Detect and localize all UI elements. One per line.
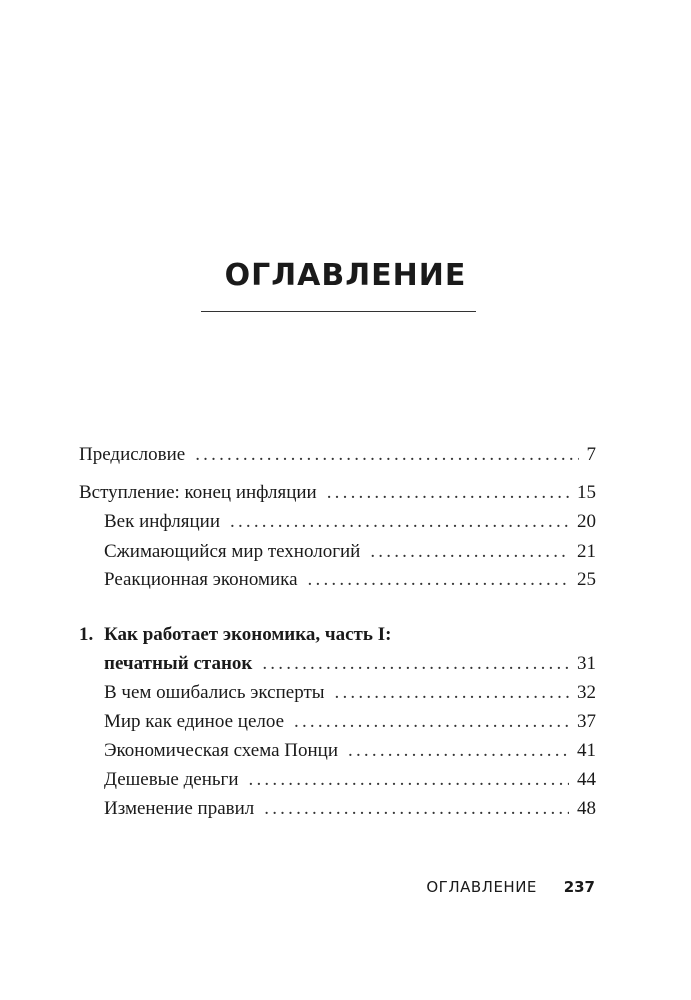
toc-entry-label: Реакционная экономика <box>104 569 298 590</box>
toc-entry-page: 31 <box>577 653 596 674</box>
dot-leader <box>348 740 569 762</box>
chapter-number: 1. <box>79 624 94 645</box>
toc-entry-introduction[interactable] <box>79 482 596 512</box>
toc-entry-label: Век инфляции <box>104 511 220 532</box>
chapter-title: Как работает экономика, часть I: <box>104 624 392 645</box>
dot-leader <box>264 798 569 820</box>
toc-entry-section[interactable] <box>104 511 596 541</box>
dot-leader <box>262 653 569 675</box>
toc-chapter-title-line[interactable] <box>79 624 596 654</box>
heading-divider <box>201 311 476 312</box>
dot-leader <box>195 444 578 466</box>
toc-entry-section[interactable] <box>104 769 596 799</box>
dot-leader <box>294 711 569 733</box>
toc-entry-label: Экономическая схема Понци <box>104 740 339 761</box>
toc-entry-label: Изменение правил <box>104 798 255 819</box>
dot-leader <box>370 541 569 563</box>
page-number: 237 <box>563 878 595 896</box>
toc-entry-page: 25 <box>577 569 596 590</box>
toc-entry-page: 37 <box>577 711 596 732</box>
dot-leader <box>249 769 569 791</box>
dot-leader <box>308 569 569 591</box>
toc-entry-chapter-1[interactable] <box>104 653 596 683</box>
toc-entry-label: Дешевые деньги <box>104 769 239 790</box>
toc-entry-page: 41 <box>577 740 596 761</box>
dot-leader <box>327 482 569 504</box>
toc-entry-page: 48 <box>577 798 596 819</box>
toc-entry-page: 44 <box>577 769 596 790</box>
toc-entry-section[interactable] <box>104 798 596 828</box>
toc-entry-section[interactable] <box>104 740 596 770</box>
toc-entry-preface[interactable] <box>79 444 596 474</box>
toc-entry-label: Вступление: конец инфляции <box>79 482 317 503</box>
chapter-title-continued: печатный станок <box>104 653 253 674</box>
toc-entry-label: В чем ошибались эксперты <box>104 682 325 703</box>
toc-entry-label: Мир как единое целое <box>104 711 285 732</box>
toc-entry-page: 32 <box>577 682 596 703</box>
toc-entry-section[interactable] <box>104 541 596 571</box>
dot-leader <box>335 682 569 704</box>
toc-entry-section[interactable] <box>104 569 596 599</box>
toc-entry-page: 21 <box>577 541 596 562</box>
toc-entry-page: 7 <box>586 444 596 465</box>
toc-entry-label: Предисловие <box>79 444 186 465</box>
toc-entry-page: 15 <box>577 482 596 503</box>
dot-leader <box>230 511 569 533</box>
toc-entry-section[interactable] <box>104 711 596 741</box>
running-title: ОГЛАВЛЕНИЕ <box>426 878 537 896</box>
toc-entry-section[interactable] <box>104 682 596 712</box>
toc-entry-page: 20 <box>577 511 596 532</box>
page-heading: ОГЛАВЛЕНИЕ <box>224 258 467 293</box>
toc-entry-label: Сжимающийся мир технологий <box>104 541 361 562</box>
page-footer <box>426 878 595 896</box>
